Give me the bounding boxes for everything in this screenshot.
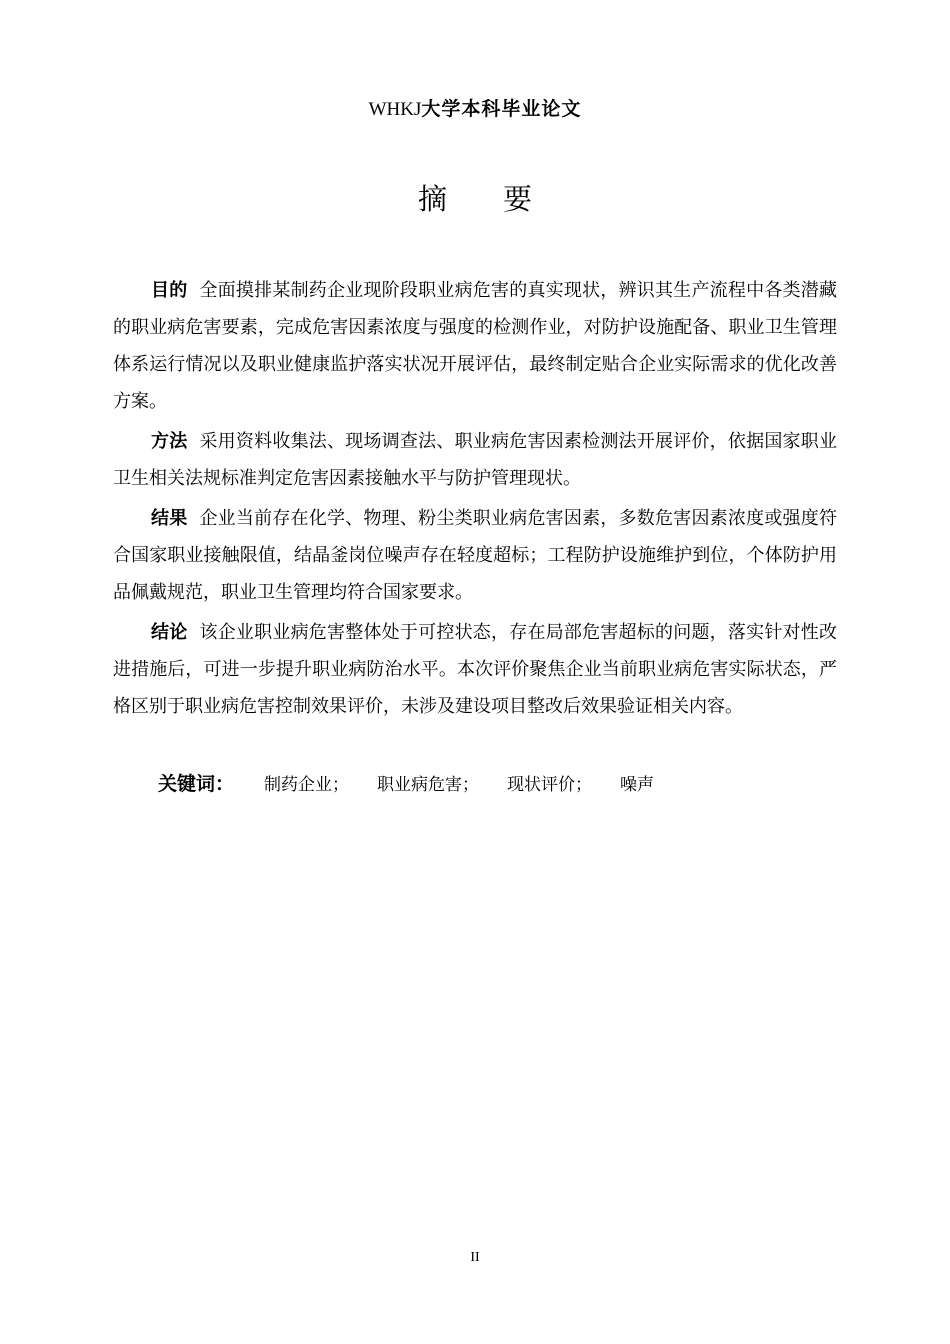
keywords-line (158, 768, 682, 801)
abstract-body (113, 272, 837, 728)
abstract-section-conclusion (113, 614, 837, 725)
section-label: 结果 (151, 508, 188, 529)
abstract-section-method (113, 423, 837, 497)
section-label: 结论 (151, 622, 188, 643)
page-number: II (470, 1250, 480, 1265)
section-label: 目的 (151, 280, 188, 301)
abstract-section-result (113, 500, 837, 611)
keyword-item: 职业病危害； (377, 775, 480, 795)
abstract-title-char-2: 要 (503, 182, 533, 216)
header-university-code: WHKJ (368, 99, 422, 120)
section-text: 采用资料收集法、现场调查法、职业病危害因素检测法开展评价，依据国家职业卫生相关法规标准判定危害因素接触水平与防护管理现状。 (113, 431, 838, 489)
keyword-item: 制药企业； (264, 775, 350, 795)
abstract-title (0, 180, 950, 218)
section-label: 方法 (151, 431, 188, 452)
section-text: 该企业职业病危害整体处于可控状态，存在局部危害超标的问题，落实针对性改进措施后，可进一步提升职业病防治水平。本次评价聚焦企业当前职业病危害实际状态，严格区别于职业病危害控制效果评价，未涉及建设项目整改后效果验证相关内容。 (113, 622, 838, 717)
abstract-title-char-1: 摘 (417, 182, 447, 216)
header-thesis-title: 大学本科毕业论文 (421, 98, 582, 120)
section-text: 企业当前存在化学、物理、粉尘类职业病危害因素，多数危害因素浓度或强度符合国家职业接触限值，结晶釜岗位噪声存在轻度超标；工程防护设施维护到位，个体防护用品佩戴规范，职业卫生管理均符合国家要求。 (113, 508, 838, 603)
thesis-header (0, 96, 950, 123)
keyword-item: 现状评价； (507, 775, 593, 795)
keywords-label: 关键词： (158, 773, 235, 795)
keyword-item: 噪声 (620, 775, 655, 795)
abstract-section-purpose (113, 272, 837, 420)
section-text: 全面摸排某制药企业现阶段职业病危害的真实现状，辨识其生产流程中各类潜藏的职业病危害要素，完成危害因素浓度与强度的检测作业，对防护设施配备、职业卫生管理体系运行情况以及职业健康监护落实状况开展评估，最终制定贴合企业实际需求的优化改善方案。 (113, 280, 838, 412)
